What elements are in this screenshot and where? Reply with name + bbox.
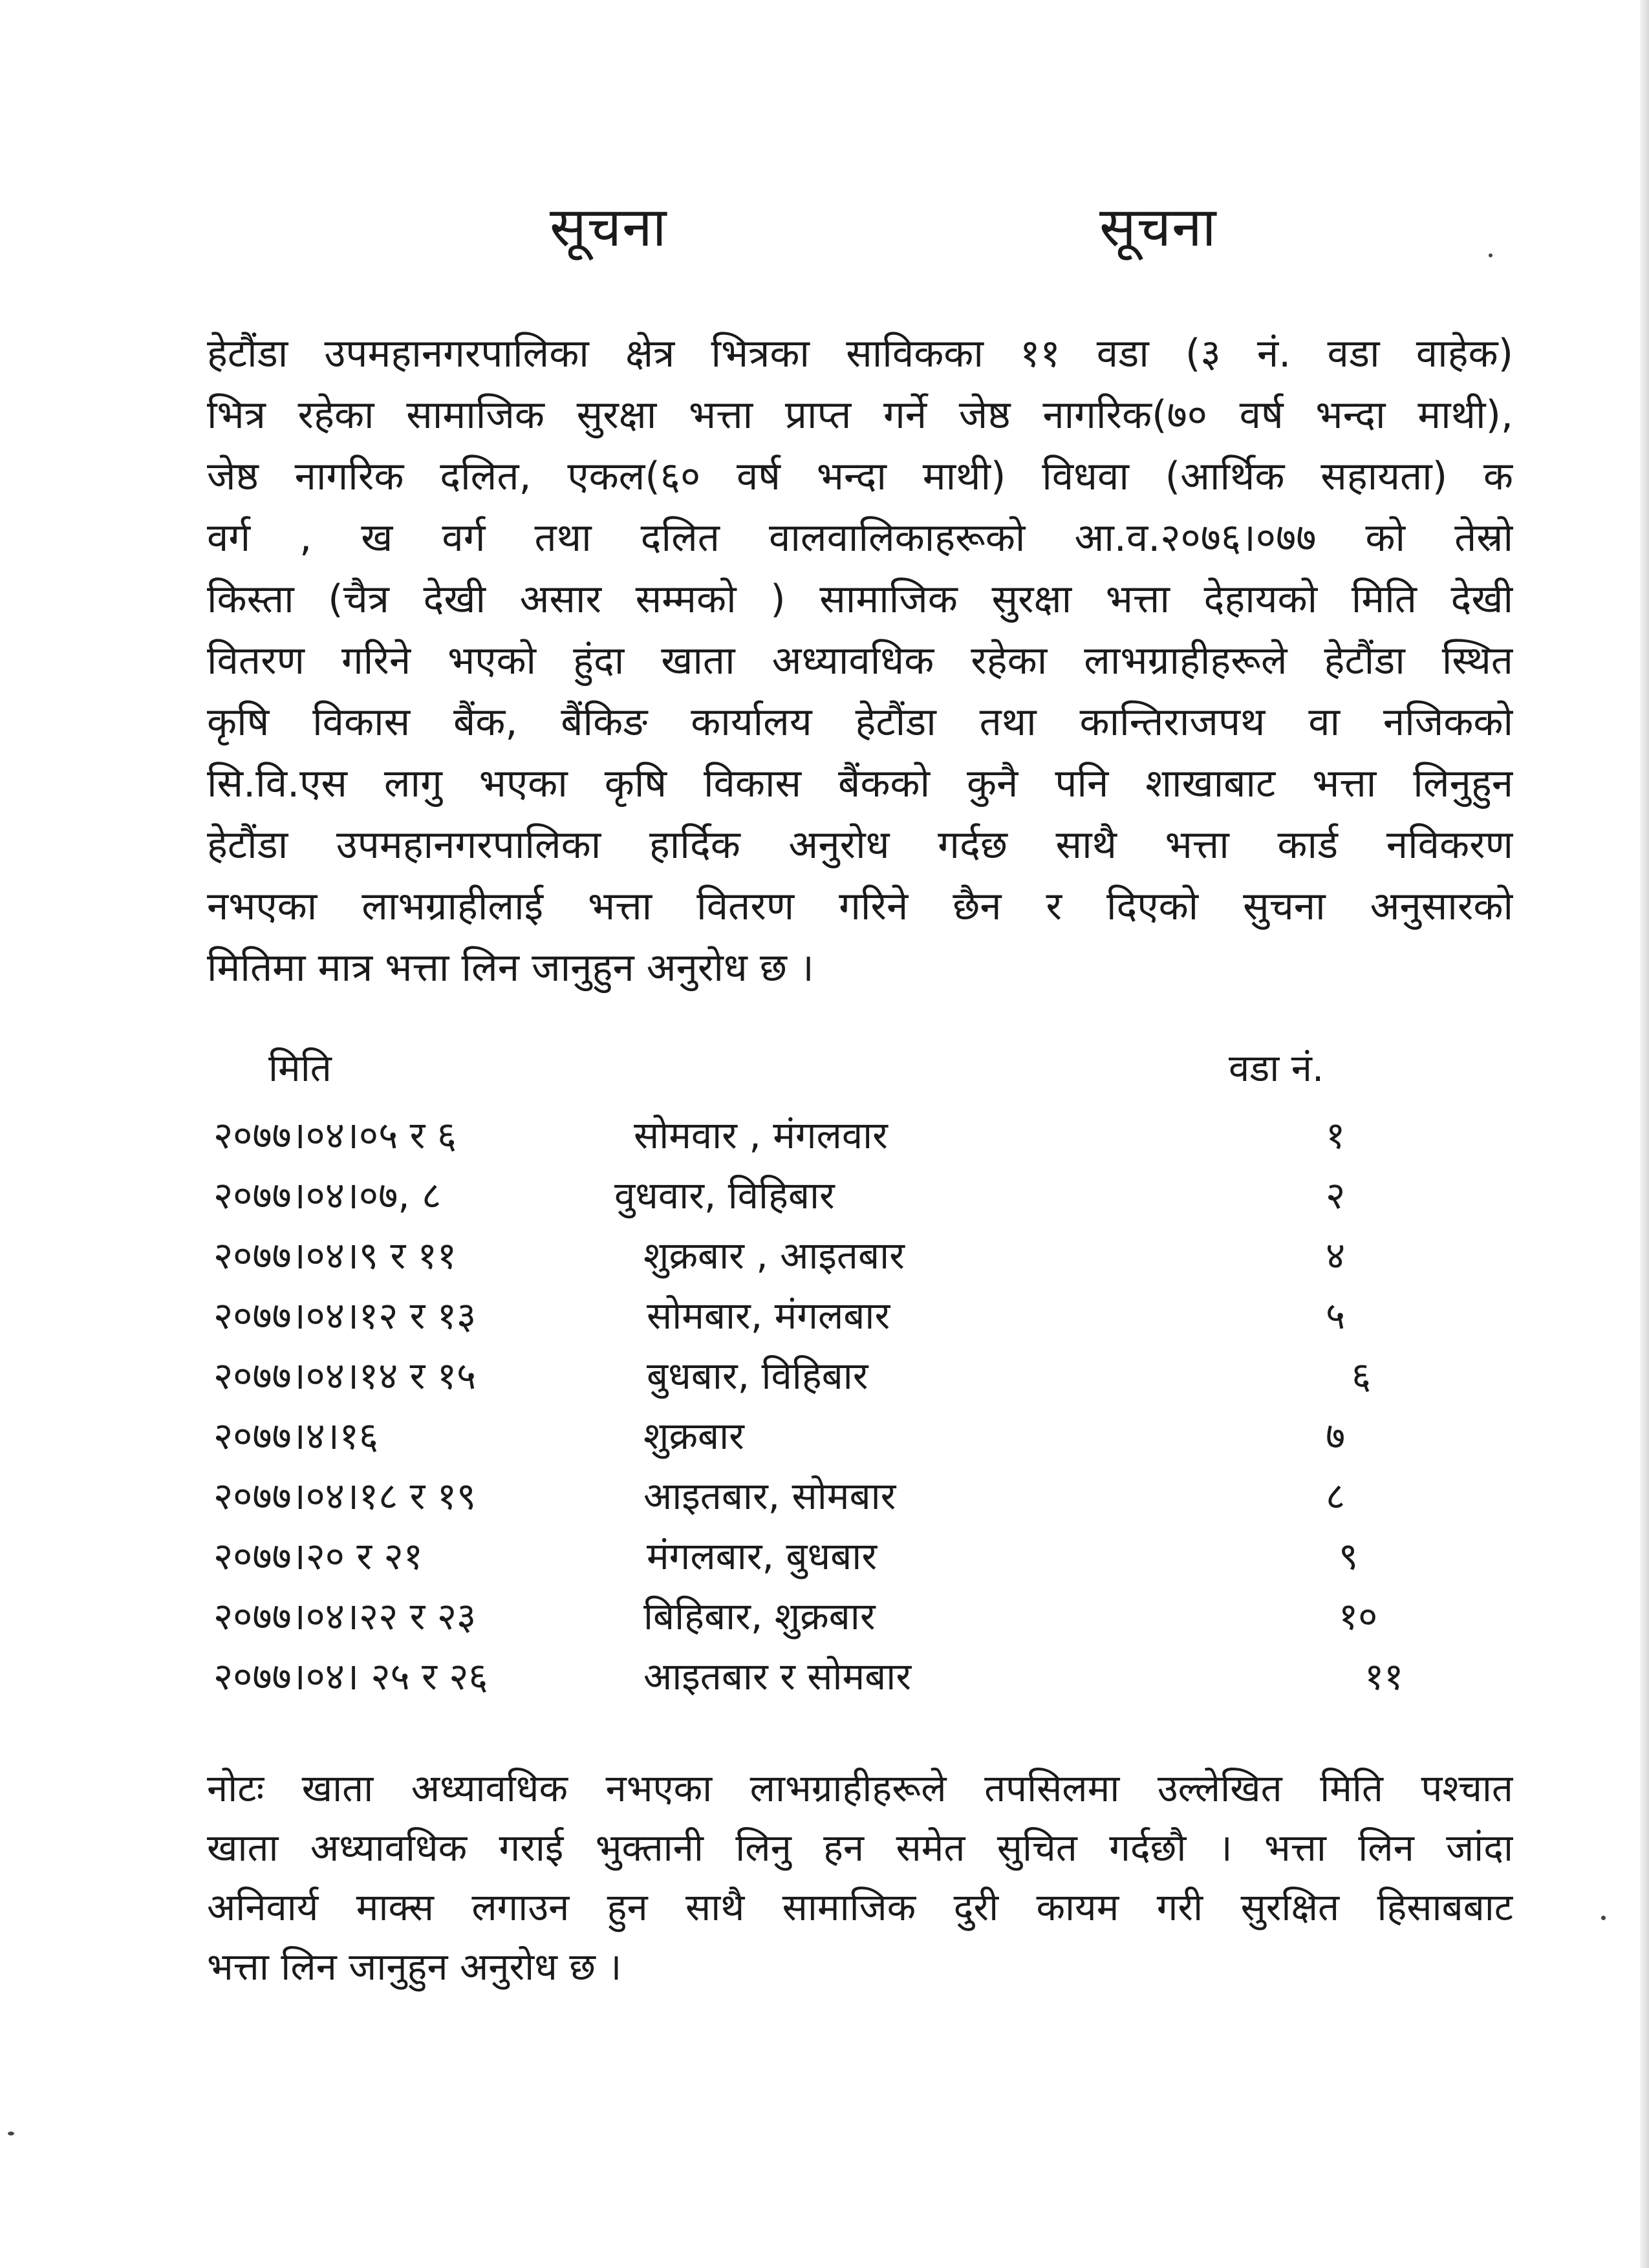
paragraph-line: कृषि विकास बैंक, बैंकिङ कार्यालय हेटौंडा तथा कान्तिराजपथ वा नजिकको bbox=[207, 700, 1513, 745]
schedule-row bbox=[213, 1466, 1442, 1526]
schedule-ward: ४ bbox=[1326, 1234, 1346, 1278]
schedule-ward: २ bbox=[1326, 1173, 1346, 1217]
schedule-row bbox=[213, 1106, 1442, 1166]
schedule-header bbox=[213, 1041, 1442, 1106]
note-line: भत्ता लिन जानुहुन अनुरोध छ । bbox=[207, 1945, 622, 1989]
notice-title-right: सूचना bbox=[1099, 195, 1217, 259]
schedule-row bbox=[213, 1346, 1442, 1406]
schedule-days: वुधवार, विहिबार bbox=[614, 1173, 835, 1217]
notice-title-left: सूचना bbox=[550, 195, 667, 259]
schedule-days: आइतबार, सोमबार bbox=[643, 1474, 896, 1518]
note-section bbox=[207, 1759, 1513, 1996]
schedule-date: २०७७।०४। २५ र २६ bbox=[213, 1654, 488, 1698]
schedule-ward: ६ bbox=[1352, 1354, 1372, 1398]
schedule-days: सोमवार , मंगलवार bbox=[634, 1113, 888, 1157]
schedule-date: २०७७।०४।०५ र ६ bbox=[213, 1113, 457, 1157]
schedule-date: २०७७।०४।१४ र १५ bbox=[213, 1354, 477, 1398]
distribution-schedule bbox=[213, 1041, 1442, 1707]
scan-speck bbox=[1601, 1916, 1606, 1920]
schedule-date: २०७७।४।१६ bbox=[213, 1414, 379, 1458]
schedule-date: २०७७।०४।०७, ८ bbox=[213, 1173, 442, 1217]
schedule-ward: १० bbox=[1339, 1594, 1378, 1638]
header-ward: वडा नं. bbox=[1229, 1046, 1324, 1090]
schedule-date: २०७७।०४।९ र ११ bbox=[213, 1234, 457, 1278]
schedule-date: २०७७।०४।१२ र १३ bbox=[213, 1294, 477, 1338]
notice-paragraph bbox=[207, 323, 1513, 999]
schedule-ward: ५ bbox=[1326, 1294, 1346, 1338]
note-line: नोटः खाता अध्यावधिक नभएका लाभग्राहीहरूले तपसिलमा उल्लेखित मिति पश्चात bbox=[207, 1766, 1513, 1810]
scan-speck bbox=[1489, 253, 1493, 257]
paragraph-line: हेटौंडा उपमहानगरपालिका क्षेत्र भित्रका साविकका ११ वडा (३ नं. वडा वाहेक) bbox=[207, 331, 1513, 376]
schedule-row bbox=[213, 1286, 1442, 1346]
paragraph-line: वर्ग , ख वर्ग तथा दलित वालवालिकाहरूको आ.व.२०७६।०७७ को तेस्रो bbox=[207, 515, 1513, 561]
scan-speck bbox=[8, 2132, 14, 2135]
schedule-ward: ९ bbox=[1339, 1534, 1359, 1578]
paragraph-line: जेष्ठ नागरिक दलित, एकल(६० वर्ष भन्दा माथी) विधवा (आर्थिक सहायता) क bbox=[207, 454, 1513, 499]
note-line: अनिवार्य माक्स लगाउन हुन साथै सामाजिक दुरी कायम गरी सुरक्षित हिसाबबाट bbox=[207, 1885, 1513, 1929]
paragraph-line: वितरण गरिने भएको हुंदा खाता अध्यावधिक रहेका लाभग्राहीहरूले हेटौंडा स्थित bbox=[207, 638, 1513, 683]
schedule-days: बिहिबार, शुक्रबार bbox=[643, 1594, 876, 1638]
schedule-days: आइतबार र सोमबार bbox=[643, 1654, 912, 1698]
paragraph-line: हेटौंडा उपमहानगरपालिका हार्दिक अनुरोध गर्दछ साथै भत्ता कार्ड नविकरण bbox=[207, 822, 1513, 868]
schedule-days: शुक्रबार bbox=[643, 1414, 744, 1458]
paragraph-line: सि.वि.एस लागु भएका कृषि विकास बैंकको कुनै पनि शाखाबाट भत्ता लिनुहुन bbox=[207, 761, 1513, 806]
header-date: मिति bbox=[268, 1046, 332, 1090]
schedule-row bbox=[213, 1226, 1442, 1286]
schedule-days: मंगलबार, बुधबार bbox=[647, 1534, 878, 1578]
schedule-row bbox=[213, 1587, 1442, 1647]
paragraph-line: भित्र रहेका सामाजिक सुरक्षा भत्ता प्राप्त गर्ने जेष्ठ नागरिक(७० वर्ष भन्दा माथी), bbox=[207, 392, 1513, 438]
schedule-row bbox=[213, 1406, 1442, 1466]
schedule-days: सोमबार, मंगलबार bbox=[647, 1294, 890, 1338]
schedule-days: बुधबार, विहिबार bbox=[647, 1354, 868, 1398]
paragraph-line: नभएका लाभग्राहीलाई भत्ता वितरण गरिने छैन र दिएको सुचना अनुसारको bbox=[207, 884, 1513, 929]
paragraph-line: मितिमा मात्र भत्ता लिन जानुहुन अनुरोध छ । bbox=[207, 945, 814, 990]
schedule-row bbox=[213, 1526, 1442, 1587]
note-line: खाता अध्यावधिक गराई भुक्तानी लिनु हन समेत सुचित गर्दछौ । भत्ता लिन जांदा bbox=[207, 1826, 1513, 1870]
schedule-date: २०७७।२० र २१ bbox=[213, 1534, 423, 1578]
schedule-days: शुक्रबार , आइतबार bbox=[643, 1234, 905, 1278]
paragraph-line: किस्ता (चैत्र देखी असार सम्मको ) सामाजिक सुरक्षा भत्ता देहायको मिति देखी bbox=[207, 577, 1513, 622]
schedule-date: २०७७।०४।२२ र २३ bbox=[213, 1594, 477, 1638]
schedule-row bbox=[213, 1647, 1442, 1707]
schedule-ward: ११ bbox=[1364, 1654, 1404, 1698]
schedule-date: २०७७।०४।१८ र १९ bbox=[213, 1474, 477, 1518]
schedule-row bbox=[213, 1166, 1442, 1226]
schedule-ward: ७ bbox=[1326, 1414, 1346, 1458]
scan-edge bbox=[1640, 0, 1649, 2268]
schedule-ward: १ bbox=[1326, 1113, 1346, 1157]
schedule-ward: ८ bbox=[1326, 1474, 1346, 1518]
